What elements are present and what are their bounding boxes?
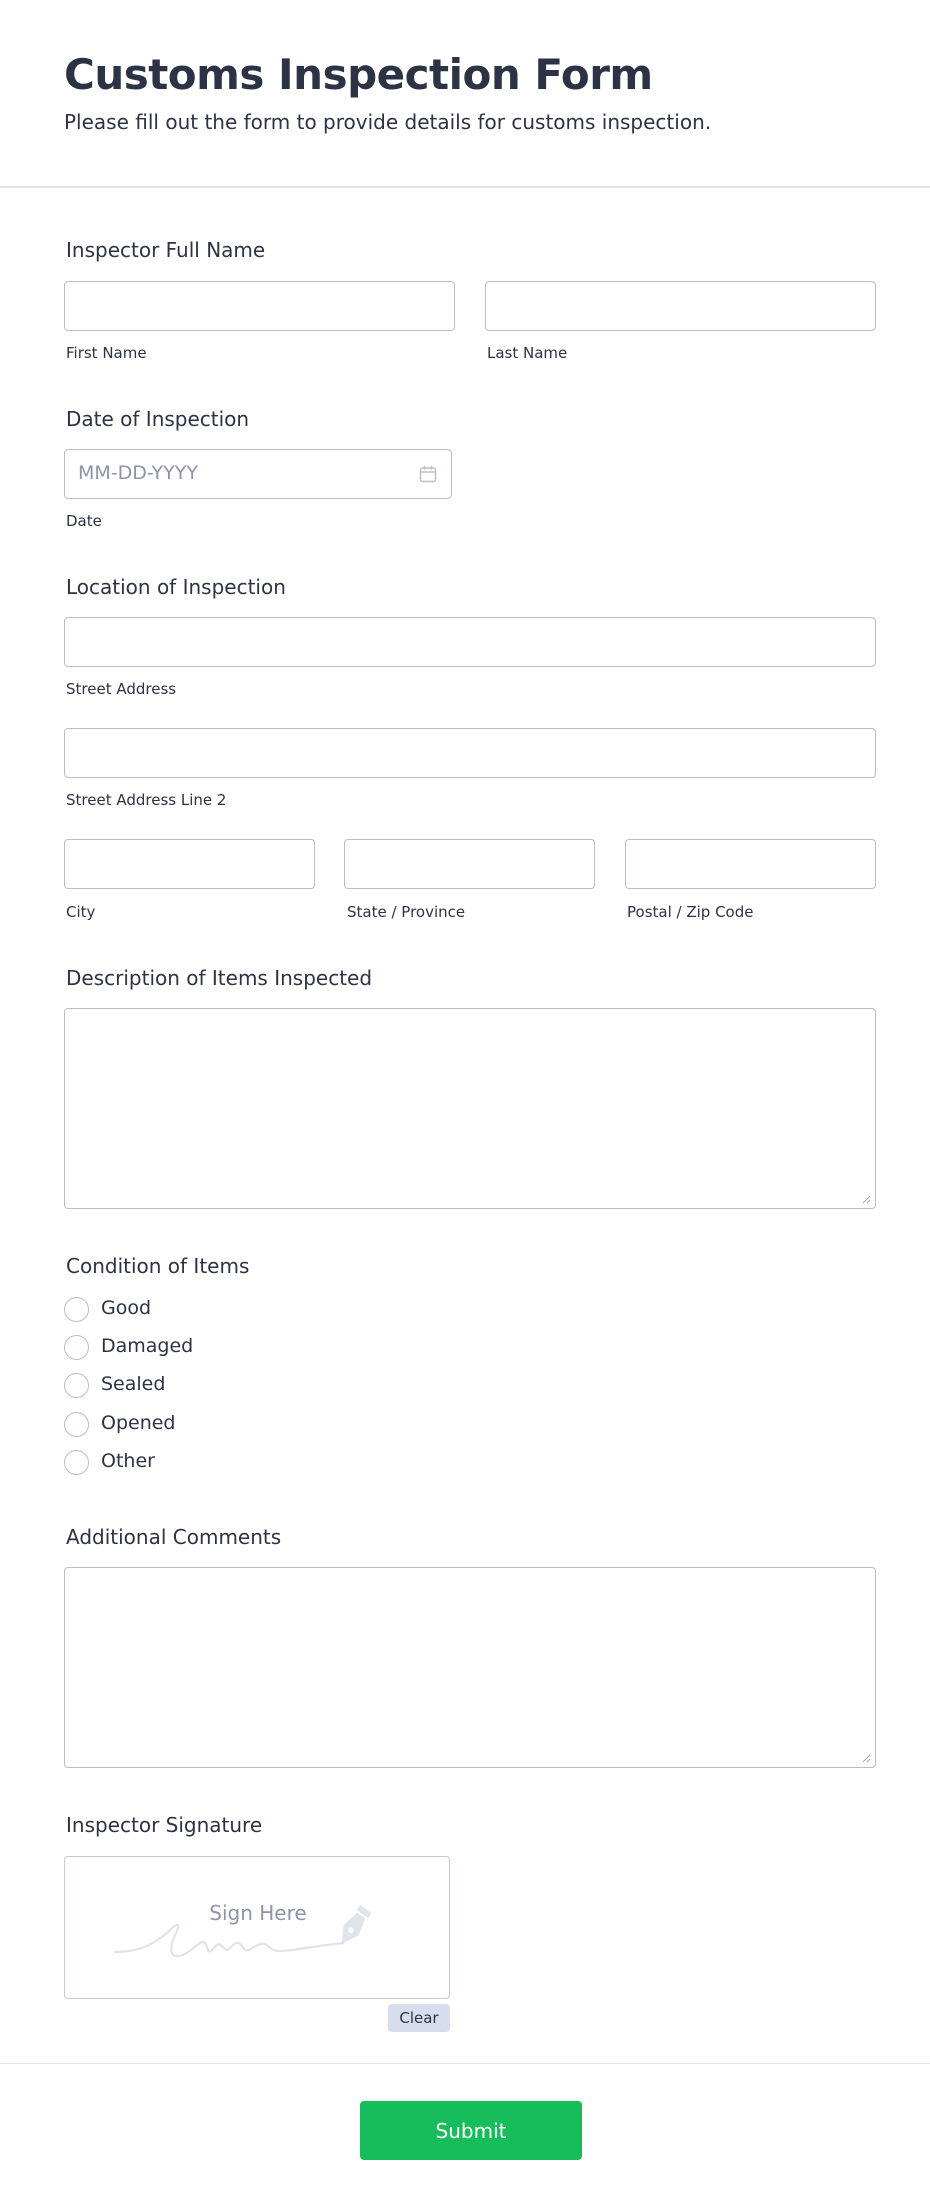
radio-label: Good xyxy=(101,1297,152,1319)
zip-input[interactable] xyxy=(625,839,876,889)
description-textarea[interactable] xyxy=(64,1008,876,1209)
form-title: Customs Inspection Form xyxy=(64,50,653,99)
date-sublabel: Date xyxy=(66,512,102,530)
radio-button[interactable] xyxy=(64,1335,89,1360)
clear-signature-button[interactable]: Clear xyxy=(388,2004,450,2032)
signature-scribble-icon xyxy=(113,1897,413,1967)
condition-label: Condition of Items xyxy=(66,1254,250,1278)
city-input[interactable] xyxy=(64,839,315,889)
first-name-sublabel: First Name xyxy=(66,344,147,362)
city-sublabel: City xyxy=(66,903,96,921)
signature-pad[interactable] xyxy=(64,1856,450,1999)
submit-button[interactable]: Submit xyxy=(360,2101,582,2160)
comments-label: Additional Comments xyxy=(66,1525,282,1549)
radio-label: Opened xyxy=(101,1412,176,1434)
radio-label: Other xyxy=(101,1450,155,1472)
description-label: Description of Items Inspected xyxy=(66,966,373,990)
radio-label: Sealed xyxy=(101,1373,166,1395)
comments-textarea[interactable] xyxy=(64,1567,876,1768)
location-label: Location of Inspection xyxy=(66,575,286,599)
resize-grip-icon[interactable] xyxy=(862,1195,871,1204)
calendar-icon[interactable] xyxy=(419,465,437,483)
inspection-date-label: Date of Inspection xyxy=(66,407,250,431)
state-sublabel: State / Province xyxy=(347,903,466,921)
pen-nib-icon xyxy=(334,1904,373,1949)
sign-here-placeholder: Sign Here xyxy=(209,1901,307,1925)
first-name-input[interactable] xyxy=(64,281,455,331)
last-name-sublabel: Last Name xyxy=(487,344,568,362)
date-placeholder: MM-DD-YYYY xyxy=(78,462,198,484)
state-input[interactable] xyxy=(344,839,595,889)
resize-grip-icon[interactable] xyxy=(862,1754,871,1763)
street-address-line2-input[interactable] xyxy=(64,728,876,778)
street-address-line2-sublabel: Street Address Line 2 xyxy=(66,791,227,809)
radio-button[interactable] xyxy=(64,1373,89,1398)
zip-sublabel: Postal / Zip Code xyxy=(627,903,754,921)
radio-button[interactable] xyxy=(64,1450,89,1475)
radio-button[interactable] xyxy=(64,1412,89,1437)
form-subtitle: Please fill out the form to provide details for customs inspection. xyxy=(64,110,712,134)
date-input[interactable] xyxy=(64,449,452,499)
street-address-input[interactable] xyxy=(64,617,876,667)
inspector-name-label: Inspector Full Name xyxy=(66,238,266,262)
radio-button[interactable] xyxy=(64,1297,89,1322)
street-address-sublabel: Street Address xyxy=(66,680,177,698)
form-header xyxy=(0,0,930,188)
footer-divider xyxy=(0,2063,930,2064)
radio-label: Damaged xyxy=(101,1335,194,1357)
last-name-input[interactable] xyxy=(485,281,876,331)
signature-label: Inspector Signature xyxy=(66,1813,263,1837)
